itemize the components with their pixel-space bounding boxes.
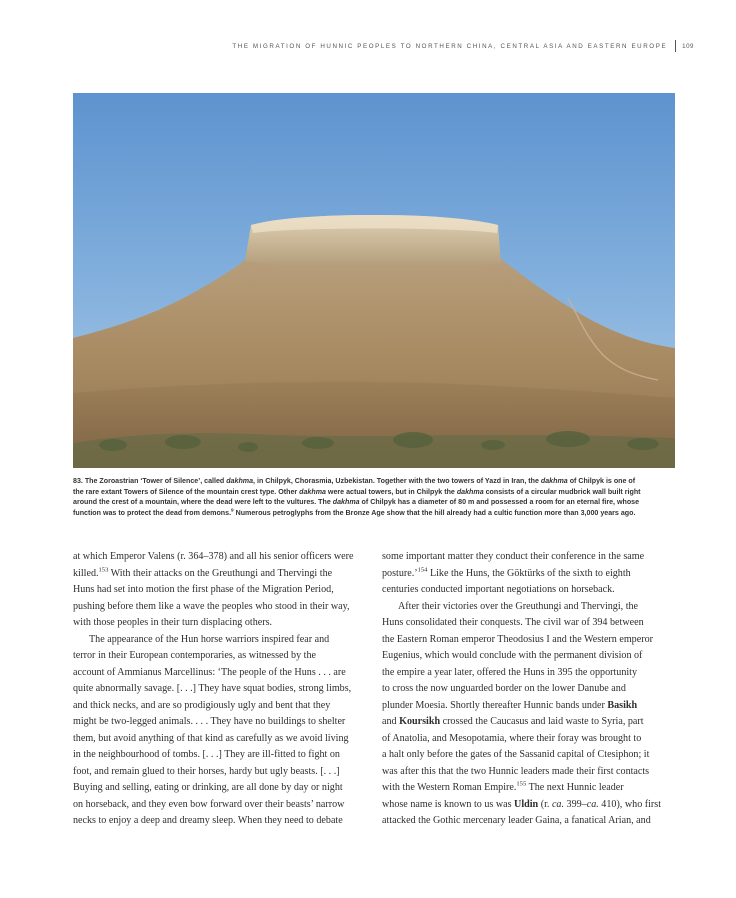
text-line: Huns had set into motion the first phase of the Migration Period, — [73, 584, 334, 595]
text-line: plunder Moesia. Shortly thereafter Hunnic bands under Basikh — [382, 699, 638, 711]
text-line: account of Ammianus Marcellinus: ‘The people of the Huns . . . are — [73, 666, 346, 678]
text-line: killed.$^{153}$ With their attacks on the Greuthungi and Thervingi the — [73, 566, 333, 579]
caption-line: 83. The Zoroastrian ‘Tower of Silence’, called dakhma, in Chilpyk, Chorasmia, Uzbekistan. Together with the two towers of Yazd in Iran, the dakhma of Chilpyk is one of — [73, 477, 636, 485]
text-line: was after this that the two Hunnic leaders made their first contacts — [382, 765, 650, 777]
text-line: quite abnormally savage. [. . .] They have squat bodies, strong limbs, — [73, 683, 352, 694]
figure-photo — [73, 93, 675, 468]
text-line: in the neighbourhood of tombs. [. . .] They are ill-fitted to fight on — [73, 749, 340, 760]
footnote-ref: 153 — [98, 566, 109, 574]
text-line: with the Western Roman Empire.$^{155}$ The next Hunnic leader — [382, 780, 624, 793]
text-line: terror in their European contemporaries, as witnessed by the — [73, 650, 317, 661]
caption-line: around the crest of a mountain, where the dead were left to the vultures. The dakhma of Chilpyk has a diameter of 80 m and possessed a room for an eternal fire, whose — [73, 498, 640, 506]
text-line: some important matter they conduct their conference in the same — [382, 551, 645, 562]
tower-of-silence-photo — [73, 93, 675, 468]
text-line: and thick necks, and are so prodigiously ugly and bent that they — [73, 699, 331, 711]
text-line: on horseback, and they even bow forward over their beasts’ narrow — [73, 798, 345, 810]
text-line: whose name is known to us was Uldin (r. ca. 399–ca. 410), who first — [382, 798, 662, 810]
body-column-left — [73, 549, 369, 830]
text-line: pushing before them like a wave the peoples who stood in their way, — [73, 600, 350, 612]
caption-line: the rare extant Towers of Silence of the mountain crest type. Other dakhma were actual towers, but in Chilpyk the dakhma consists of a circular mudbrick wall built right — [73, 487, 641, 496]
text-line: a halt only before the gates of the Sassanid capital of Ctesiphon; it — [382, 749, 650, 760]
text-line: The appearance of the Hun horse warriors inspired fear and — [89, 633, 330, 645]
footnote-ref: 9 — [231, 507, 234, 513]
text-line: the empire a year later, offered the Huns in 395 the opportunity — [382, 666, 638, 678]
text-line: to cross the now unguarded border on the lower Danube and — [382, 683, 626, 694]
page-number: 109 — [682, 42, 694, 50]
figure-caption — [73, 476, 677, 518]
person-name: Koursikh — [399, 716, 441, 727]
running-header — [232, 40, 694, 52]
text-line: necks to enjoy a deep and dreamy sleep. When they need to debate — [73, 815, 343, 826]
text-line: might be two-legged animals. . . . They have no buildings to shelter — [73, 716, 346, 727]
caption-line: function was to protect the dead from demons.$^9$ Numerous petroglyphs from the Bronze Age show that the hill already had a cultic function more than 3,000 years ago. — [73, 507, 636, 517]
body-column-right — [382, 549, 678, 830]
text-line: posture.’$^{154}$ Like the Huns, the Göktürks of the sixth to eighth — [382, 566, 631, 579]
text-line: at which Emperor Valens (r. 364–378) and all his senior officers were — [73, 551, 354, 562]
text-line: Eugenius, which would conclude with the permanent division of — [382, 650, 643, 661]
footnote-ref: 155 — [516, 780, 527, 788]
text-line: of Anatolia, and Mesopotamia, where their foray was brought to — [382, 732, 642, 744]
text-line: foot, and remain glued to their horses, hardy but ugly beasts. [. . .] — [73, 765, 340, 777]
running-title: THE MIGRATION OF HUNNIC PEOPLES TO NORTHERN CHINA, CENTRAL ASIA AND EASTERN EUROPE — [232, 42, 668, 50]
footnote-ref: 154 — [417, 566, 428, 574]
person-name: Basikh — [607, 699, 638, 711]
text-line: and Koursikh crossed the Caucasus and laid waste to Syria, part — [382, 716, 644, 727]
header-divider — [675, 40, 676, 52]
text-line: the Eastern Roman emperor Theodosius I and the Western emperor — [382, 633, 653, 645]
text-line: with those peoples in their turn displacing others. — [73, 617, 273, 628]
text-line: attacked the Gothic mercenary leader Gaina, a fanatical Arian, and — [382, 815, 651, 826]
text-line: centuries conducted important negotiations on horseback. — [382, 584, 615, 595]
text-line: Huns consolidated their conquests. The civil war of 394 between — [382, 617, 644, 628]
text-line: Buying and selling, eating or drinking, are all done by day or night — [73, 782, 343, 793]
person-name: Uldin — [514, 798, 539, 810]
text-line: After their victories over the Greuthungi and Thervingi, the — [398, 600, 639, 612]
text-line: them, but avoid anything of that kind as carefully as we avoid living — [73, 732, 349, 744]
